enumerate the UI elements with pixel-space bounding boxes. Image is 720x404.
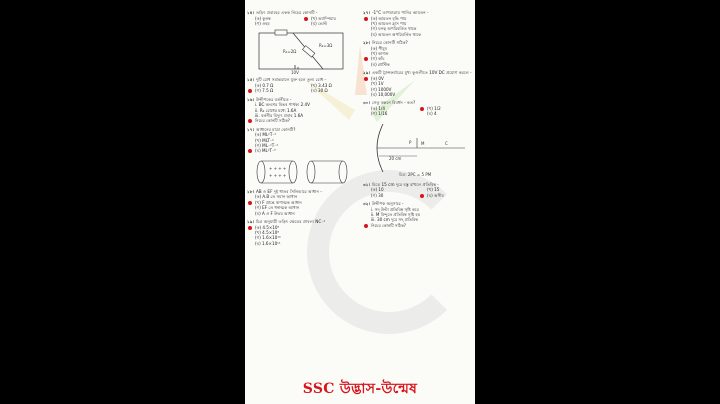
mirror-distance-label: 20 cm <box>389 155 402 161</box>
circuit-label-r2: R₂=3Ω <box>319 43 333 49</box>
svg-text:+ + + +: + + + + <box>269 172 287 178</box>
question-31: ৩১। চিত্রে 15 cm দূরে বস্তু রাখলে প্রতিবিম্ব - (ক) 10 (খ) 15 (গ) 30 (ঘ) অসীম <box>363 182 475 198</box>
mirror-diagram <box>369 120 469 180</box>
answer-marker <box>248 119 252 123</box>
option[interactable]: (ক) আয়তন বৃদ্ধি পায় <box>363 16 475 21</box>
circuit-label-voltage: 10V <box>291 70 299 76</box>
option[interactable]: (খ) F প্রান্তে ঋণাত্মক আধান <box>247 200 359 205</box>
option[interactable]: (খ) 1V <box>371 81 384 87</box>
right-column <box>363 10 475 231</box>
option[interactable]: (গ) ML⁻¹T⁻² <box>255 143 279 149</box>
statement: ii. M বিন্দুতে প্রতিবিম্ব সৃষ্টি হয় <box>371 211 421 217</box>
statement: iii. 30 cm দূরে সদ্ প্রতিবিম্ব <box>371 217 418 223</box>
channel-title: SSC উদ্ভাস-উন্মেষ <box>302 381 418 397</box>
option[interactable]: (খ) 3.43 Ω <box>311 82 332 88</box>
answer-marker <box>420 194 424 198</box>
option[interactable]: (গ) 7.5 Ω <box>247 88 303 93</box>
option[interactable]: (ঘ) ML²T⁻³ <box>247 148 359 153</box>
question-18: ১৮। AB ও EF দুই ধাতব সিলিন্ডারে আধান - (ক) A.B তে সমান আধান (খ) F প্রান্তে ঋণাত্মক আধান (গ) EF তে ধনাত্মক আধান (ঘ) A ও F উভয় আধান <box>247 189 359 216</box>
option[interactable]: (গ) ওহম <box>255 20 270 26</box>
question-27: ২৭। -1°C তাপমাত্রায় পানির আয়তন - (ক) আয়তন বৃদ্ধি পায় (খ) আয়তন হ্রাস পায় (গ) ঘনত্ব অপরিবর্তিত থাকে (ঘ) আয়তন অপরিবর্তিত থাকে <box>363 10 475 37</box>
answer-marker <box>364 17 368 21</box>
option[interactable]: (ক) A.B তে সমান আধান <box>255 194 298 200</box>
question-16: ১৬। উদ্দীপকের বর্তনীতে - i. BC অংশের বিভব পার্থক্য 2.4V ii. R₂ রোধের মধ্যে 1.6A iii. বর্তনীর বিদ্যুৎ প্রবাহ 1.6A নিচের কোনটি সঠিক? <box>247 97 359 124</box>
option[interactable]: (খ) 15 <box>427 187 440 193</box>
option[interactable]: (ঘ) প্লাস্টিক <box>371 61 390 67</box>
answer-marker <box>364 57 368 61</box>
statement: iii. বর্তনীর বিদ্যুৎ প্রবাহ 1.6A <box>255 112 304 118</box>
option[interactable]: (ঘ) 30 Ω <box>311 88 328 94</box>
option[interactable]: (গ) EF তে ধনাত্মক আধান <box>255 205 300 211</box>
option[interactable]: (গ) 30 <box>371 192 384 198</box>
question-30: ৩০। সেতু বন্ধনে বিবর্ধন - কত? (ক) 1/4 (খ) 1/2 (গ) 1/16 (ঘ) 4 <box>363 100 475 116</box>
option[interactable]: নিচের কোনটি সঠিক? <box>247 118 359 123</box>
option[interactable]: (ঘ) 10,000V <box>371 91 396 97</box>
option[interactable]: (ঘ) A ও F উভয় আধান <box>255 210 295 216</box>
question-14: ১৪। তড়িৎ প্রবাহের একক নিচের কোনটি - (ক) কুলম্ব (খ) অ্যাম্পিয়ার (গ) ওহম (ঘ) ভোল্ট <box>247 10 359 26</box>
option[interactable]: (গ) ঘনত্ব অপরিবর্তিত থাকে <box>371 26 417 32</box>
option[interactable]: (ক) 1/4 <box>371 105 385 111</box>
option[interactable]: (ঘ) আয়তন অপরিবর্তিত থাকে <box>371 31 422 37</box>
option[interactable]: (ক) 10 <box>371 187 384 193</box>
answer-marker <box>304 17 308 21</box>
option[interactable]: (ক) পীযূষ <box>371 45 387 51</box>
svg-text:P: P <box>409 139 412 145</box>
question-19: ১৯। চিত্র অনুযায়ী তড়িৎ ক্ষেত্রের প্রাবল্য NC⁻¹ (ক) 4.5×10⁹ (খ) 4.5×10⁸ (গ) 1.6×10¹⁰ (ঘ) 1.6×10¹¹ <box>247 219 359 246</box>
answer-marker <box>420 107 424 111</box>
option[interactable]: (ঘ) 1.6×10¹¹ <box>255 240 281 246</box>
question-32: ৩২। উদ্দীপক অনুসারে - i. সদ্ উল্টা প্রতিবিম্ব সৃষ্টি করে ii. M বিন্দুতে প্রতিবিম্ব সৃষ্টি হয় iii. 30 cm দূরে সদ্ প্রতিবিম্ব নিচের কোনটি সঠিক? <box>363 201 475 228</box>
mirror-caption: চিত্র: 2PC = 5 PM <box>399 171 432 177</box>
option[interactable]: (গ) 1.6×10¹⁰ <box>255 235 281 241</box>
answer-marker <box>248 226 252 230</box>
option[interactable]: (ঘ) 4 <box>427 111 437 117</box>
answer-marker <box>364 224 368 228</box>
option[interactable]: (ক) 0.7 Ω <box>255 82 274 88</box>
option[interactable]: (ঘ) অসীম <box>419 193 475 198</box>
option[interactable]: (খ) অ্যাম্পিয়ার <box>303 16 359 21</box>
question-29: ২৯। একটি ট্রান্সফর্মারের মুখ্য কুণ্ডলীতে 10V DC প্রয়োগ করলে - (ক) 0V (খ) 1V (গ) 1000V (ঘ) 10,000V <box>363 70 475 97</box>
option[interactable]: (খ) আয়তন হ্রাস পায় <box>371 20 407 26</box>
left-column <box>247 10 359 249</box>
option[interactable]: (খ) 4.5×10⁸ <box>255 229 279 235</box>
svg-text:M: M <box>421 140 425 146</box>
question-17: ১৭। আধানের মাত্রা কোনটি? (ক) ML²T⁻² (খ) MLT⁻² (গ) ML⁻¹T⁻² (ঘ) ML²T⁻³ <box>247 127 359 154</box>
cylinder-diagram <box>253 157 353 187</box>
option[interactable]: (খ) 1/2 <box>419 106 475 111</box>
option[interactable]: (ক) 4.5×10⁹ <box>247 225 359 230</box>
circuit-label-r1: R₁=2Ω <box>283 49 297 55</box>
option[interactable]: নিচের কোনটি সঠিক? <box>363 223 475 228</box>
statement: ii. R₂ রোধের মধ্যে 1.6A <box>255 107 297 113</box>
statement: i. BC অংশের বিভব পার্থক্য 2.4V <box>255 102 310 108</box>
exam-paper <box>245 0 475 404</box>
answer-marker <box>364 77 368 81</box>
svg-text:+ + + +: + + + + <box>269 165 287 171</box>
option[interactable]: (গ) কাঁচ <box>363 56 475 61</box>
statement: i. সদ্ উল্টা প্রতিবিম্ব সৃষ্টি করে <box>371 206 419 212</box>
option[interactable]: (গ) 1000V <box>371 86 392 92</box>
option[interactable]: (খ) MLT⁻² <box>255 137 274 143</box>
option[interactable]: (গ) 1/16 <box>371 111 388 117</box>
svg-text:C: C <box>445 140 448 146</box>
option[interactable]: (ক) কুলম্ব <box>255 15 271 21</box>
option[interactable]: (খ) কাগজ <box>371 51 389 57</box>
circuit-diagram <box>253 29 353 75</box>
answer-marker <box>248 89 252 93</box>
question-28: ২৮। নিচের কোনটি সঠিক? (ক) পীযূষ (খ) কাগজ (গ) কাঁচ (ঘ) প্লাস্টিক <box>363 40 475 67</box>
answer-marker <box>248 149 252 153</box>
option[interactable]: (ক) 0V <box>363 76 475 81</box>
answer-marker <box>248 201 252 205</box>
option[interactable]: (ক) ML²T⁻² <box>255 132 277 138</box>
option[interactable]: (ঘ) ভোল্ট <box>311 20 328 26</box>
question-15: ১৫। দুটি রোধ সমান্তরালে যুক্ত হলে তুল্য রোধ - (ক) 0.7 Ω (খ) 3.43 Ω (গ) 7.5 Ω (ঘ) 30 Ω <box>247 77 359 93</box>
